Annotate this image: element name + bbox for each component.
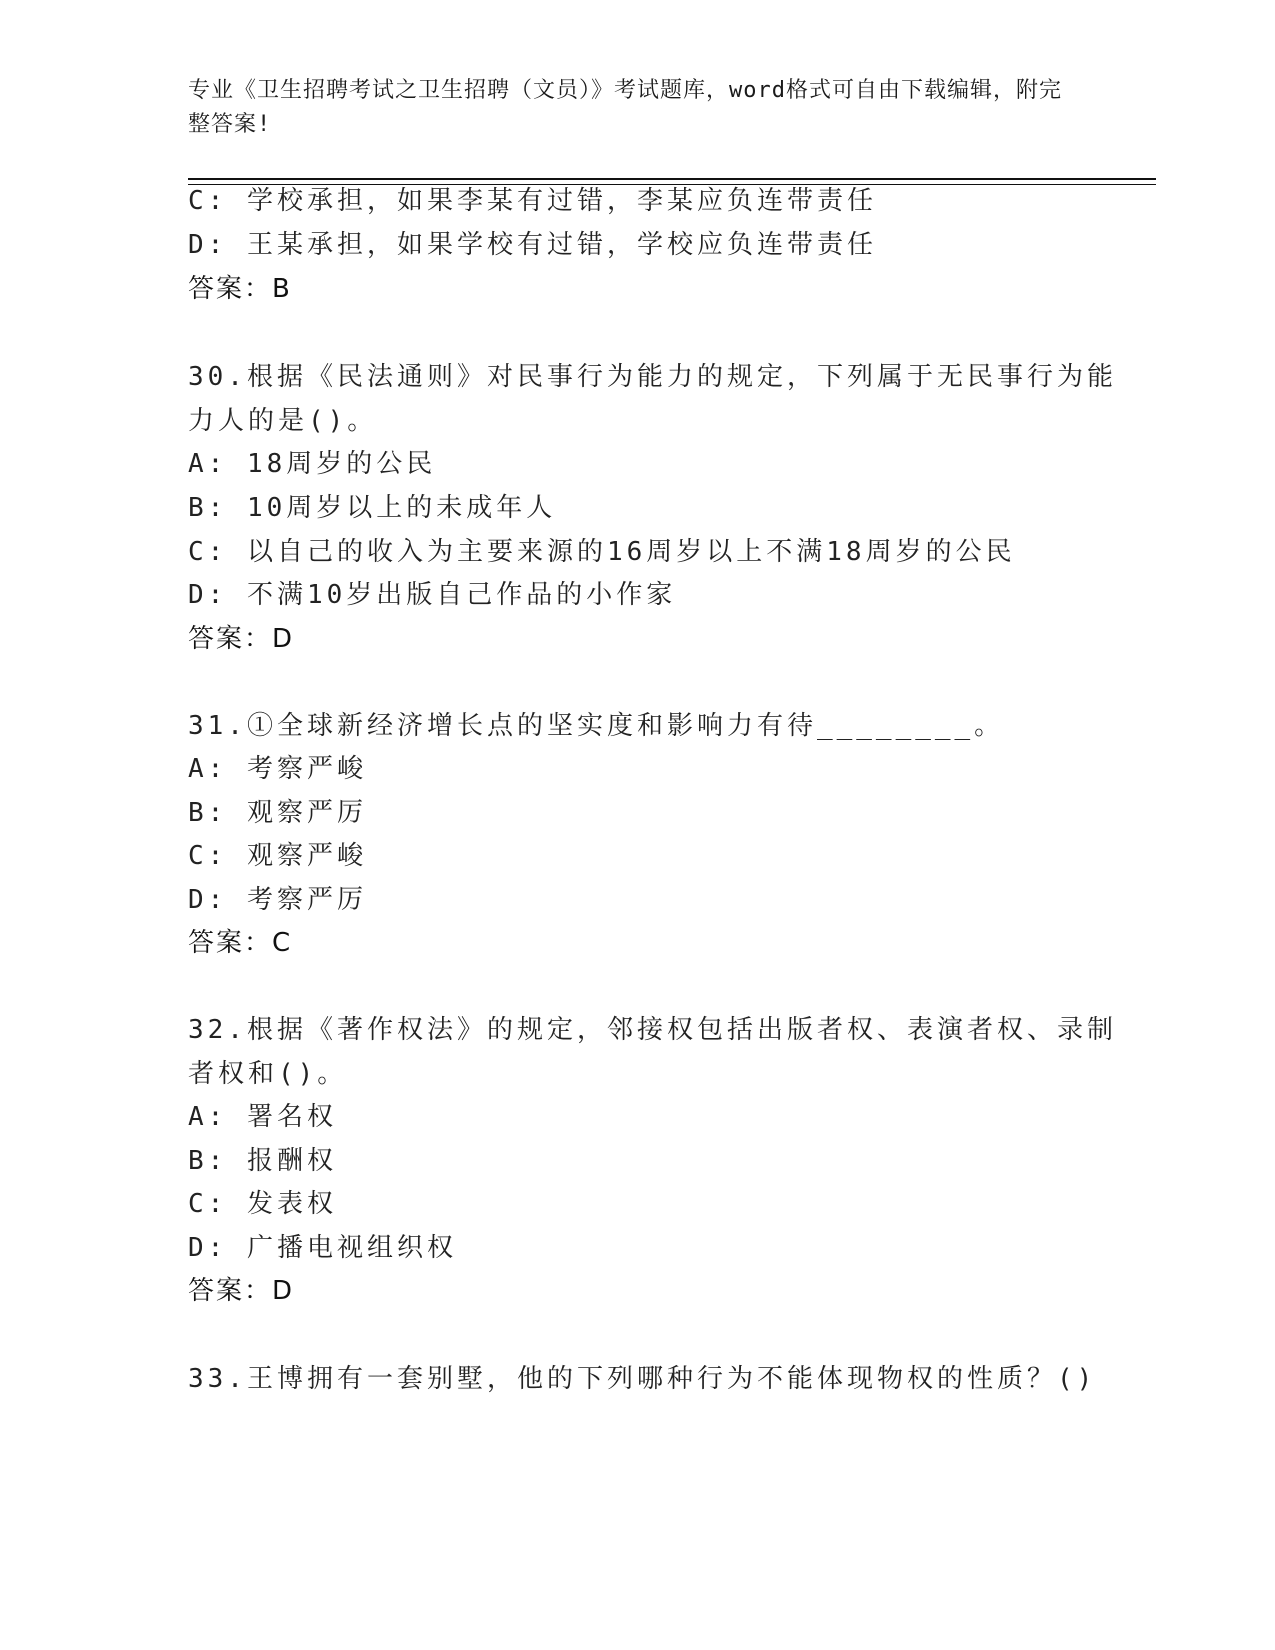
q32-option-a: A: 署名权 <box>188 1102 337 1132</box>
document-header <box>188 74 1068 142</box>
q30-option-a: A: 18周岁的公民 <box>188 449 437 479</box>
q30-option-c: C: 以自己的收入为主要来源的16周岁以上不满18周岁的公民 <box>188 537 1016 567</box>
q32-option-c: C: 发表权 <box>188 1189 337 1219</box>
q31-stem: 31.①全球新经济增长点的坚实度和影响力有待________。 <box>188 711 1005 741</box>
q30-answer: 答案：D <box>188 624 295 654</box>
header-text: 专业《卫生招聘考试之卫生招聘（文员）》考试题库，word格式可自由下载编辑，附完整答案! <box>188 78 1062 137</box>
q31-option-d: D: 考察严厉 <box>188 885 367 915</box>
q32-option-b: B: 报酬权 <box>188 1146 337 1176</box>
q31-option-a: A: 考察严峻 <box>188 754 367 784</box>
q31-option-c: C: 观察严峻 <box>188 841 367 871</box>
q29-option-c: C: 学校承担，如果李某有过错，李某应负连带责任 <box>188 186 877 216</box>
q29-answer: 答案：B <box>188 274 292 304</box>
q30-option-b: B: 10周岁以上的未成年人 <box>188 493 557 523</box>
q30-stem-line1: 30.根据《民法通则》对民事行为能力的规定，下列属于无民事行为能 <box>188 362 1117 392</box>
q32-option-d: D: 广播电视组织权 <box>188 1233 457 1263</box>
q32-answer: 答案：D <box>188 1276 295 1306</box>
q32-stem-line2: 者权和()。 <box>188 1059 348 1089</box>
header-divider <box>188 178 1156 180</box>
q30-stem-line2: 力人的是()。 <box>188 406 378 436</box>
q29-option-d: D: 王某承担，如果学校有过错，学校应负连带责任 <box>188 230 877 260</box>
q30-option-d: D: 不满10岁出版自己作品的小作家 <box>188 580 677 610</box>
q32-stem-line1: 32.根据《著作权法》的规定，邻接权包括出版者权、表演者权、录制 <box>188 1015 1117 1045</box>
q31-answer: 答案：C <box>188 928 293 958</box>
q33-stem: 33.王博拥有一套别墅，他的下列哪种行为不能体现物权的性质？() <box>188 1364 1097 1394</box>
q31-option-b: B: 观察严厉 <box>188 798 367 828</box>
